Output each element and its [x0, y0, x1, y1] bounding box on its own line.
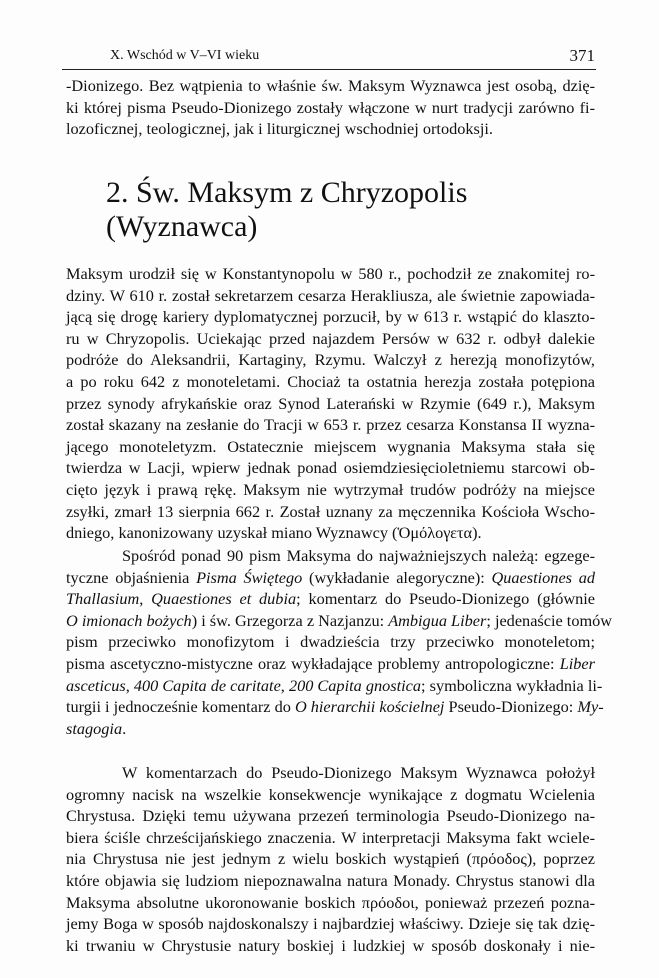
- header-rule: [62, 69, 596, 70]
- work-title: 200 Capita gnostica: [288, 675, 422, 695]
- text-line: pism przeciwko monofizytom i dwadzieścia trzy przeciwko monoteletom;: [66, 632, 595, 652]
- work-title: Thallasium: [66, 589, 140, 609]
- text-line: W komentarzach do Pseudo-Dionizego Maksym Wyznawca położył: [122, 763, 595, 782]
- text-line: ki której pisma Pseudo-Dionizego zostały włączone w nurt tradycji zarówno fi-: [66, 97, 595, 117]
- paragraph-biography: [66, 263, 595, 544]
- text-run: pisma ascetyczno-mistyczne oraz wykładające problemy antropologiczne:: [66, 653, 560, 673]
- text-run: ,: [139, 589, 152, 609]
- section-heading-line: 2. Św. Maksym z Chryzopolis: [106, 176, 468, 209]
- section-heading-line: (Wyznawca): [106, 210, 258, 243]
- work-title: Ambigua Liber: [388, 610, 487, 630]
- work-title: My-: [577, 697, 604, 717]
- text-run: ; symboliczna wykładnia li-: [421, 675, 603, 695]
- text-line: dziny. W 610 r. został sekretarzem cesarza Herakliusza, ale świetnie zapowiada-: [66, 285, 595, 305]
- text-line: jącą się drogę kariery dyplomatycznej porzucił, by w 613 r. wstąpić do klaszto-: [66, 307, 595, 327]
- text-run: tyczne objaśnienia: [66, 567, 197, 587]
- text-line: [66, 588, 595, 610]
- text-line: Spośród ponad 90 pism Maksyma do najważniejszych należą: egzege-: [122, 546, 595, 565]
- work-title: 400 Capita de caritate: [133, 675, 281, 695]
- text-line: twierdza w Lacji, wpierw jednak ponad osiemdziesięcioletniemu starcowi ob-: [66, 458, 595, 478]
- text-line: nia Chrystusa nie jest jednym z wielu boskich wystąpień (πρόοδος), poprzez: [66, 849, 595, 869]
- text-run: ) i św. Grzegorza z Nazjanzu:: [191, 610, 389, 630]
- text-line: [66, 567, 595, 589]
- text-line: zsyłki, zmarł 13 sierpnia 662 r. Został uznany za męczennika Kościoła Wscho-: [66, 501, 595, 521]
- text-run: ,: [125, 675, 134, 695]
- work-title: Liber: [559, 653, 595, 673]
- work-title: Quaestiones et dubia: [151, 589, 297, 609]
- text-line: dniego, kanonizowany uzyskał miano Wyznawcy (Ὁμόλογετα).: [66, 523, 482, 543]
- text-line: biera ściśle chrześcijańskiego znaczenia. W interpretacji Maksyma fakt wciele-: [66, 827, 595, 847]
- text-line: [66, 610, 613, 632]
- text-line: Maksyma absolutne ukoronowanie boskich πρόοδοι, ponieważ przezeń pozna-: [66, 892, 595, 912]
- text-line: jącego monoteletyzm. Ostatecznie miejscem wygnania Maksyma stała się: [66, 436, 595, 456]
- text-line: podróże do Aleksandrii, Kartaginy, Rzymu. Walczył z herezją monofizytów,: [66, 350, 595, 370]
- running-head: [70, 48, 595, 68]
- work-title: O imionach bożych: [66, 610, 192, 630]
- text-line: jemy Boga w sposób najdoskonalszy i najbardziej właściwy. Dzieje się tak dzię-: [66, 914, 595, 934]
- work-title: O hierarchii kościelnej: [294, 697, 445, 717]
- text-line: [66, 696, 604, 718]
- text-line: ru w Chryzopolis. Uciekając przed najazdem Persów w 632 r. odbył dalekie: [66, 328, 595, 348]
- work-title: asceticus: [66, 675, 126, 695]
- paragraph-works: [66, 545, 613, 739]
- text-line: ki trwaniu w Chrystusie natury boskiej i ludzkiej w sposób doskonały i nie-: [66, 935, 595, 955]
- text-line: lozoficznej, teologicznej, jak i liturgicznej wschodniej ortodoksji.: [66, 119, 493, 139]
- text-line: które objawia się ludziom niepoznawalna natura Monady. Chrystus stanowi dla: [66, 870, 595, 890]
- work-title: Quaestiones ad: [491, 567, 596, 587]
- text-line: przez synody afrykańskie oraz Synod Laterański w Rzymie (649 r.), Maksym: [66, 393, 595, 413]
- paragraph-commentary: [66, 762, 595, 956]
- text-line: a po roku 642 z monoteletami. Chociaż ta ostatnia herezja została potępiona: [66, 371, 595, 391]
- text-run: .: [122, 718, 127, 738]
- text-line: [66, 675, 603, 697]
- text-run: ; komentarz do Pseudo-Dionizego (głównie: [296, 589, 595, 609]
- section-heading: [106, 176, 467, 244]
- text-line: Chrystusa. Dzięki temu używana przezeń terminologia Pseudo-Dionizego na-: [66, 806, 595, 826]
- text-line: -Dionizego. Bez wątpienia to właśnie św. Maksym Wyznawca jest osobą, dzię-: [66, 76, 595, 95]
- work-title: stagogia: [66, 718, 123, 738]
- text-line: ogromny nacisk na wszelkie konsekwencje wynikające z dogmatu Wcielenia: [66, 784, 595, 804]
- running-head-title: X. Wschód w V–VI wieku: [110, 48, 260, 63]
- text-run: turgii i jednocześnie komentarz do: [66, 697, 295, 717]
- text-run: (wykładanie alegoryczne):: [302, 567, 492, 587]
- text-run: ; jedenaście tomów: [486, 610, 613, 630]
- text-line: [66, 718, 595, 740]
- text-line: [66, 653, 595, 675]
- text-line: Maksym urodził się w Konstantynopolu w 580 r., pochodził ze znakomitej ro-: [66, 264, 595, 283]
- text-run: ,: [280, 675, 289, 695]
- text-run: Pseudo-Dionizego:: [444, 697, 578, 717]
- text-line: cięto język i prawą rękę. Maksym nie wytrzymał trudów podróży na miejsce: [66, 479, 595, 499]
- intro-paragraph: [66, 75, 595, 140]
- text-line: został skazany na zesłanie do Tracji w 653 r. przez cesarza Konstansa II wyzna-: [66, 415, 595, 435]
- work-title: Pisma Świętego: [196, 567, 303, 587]
- page-number: 371: [569, 46, 595, 65]
